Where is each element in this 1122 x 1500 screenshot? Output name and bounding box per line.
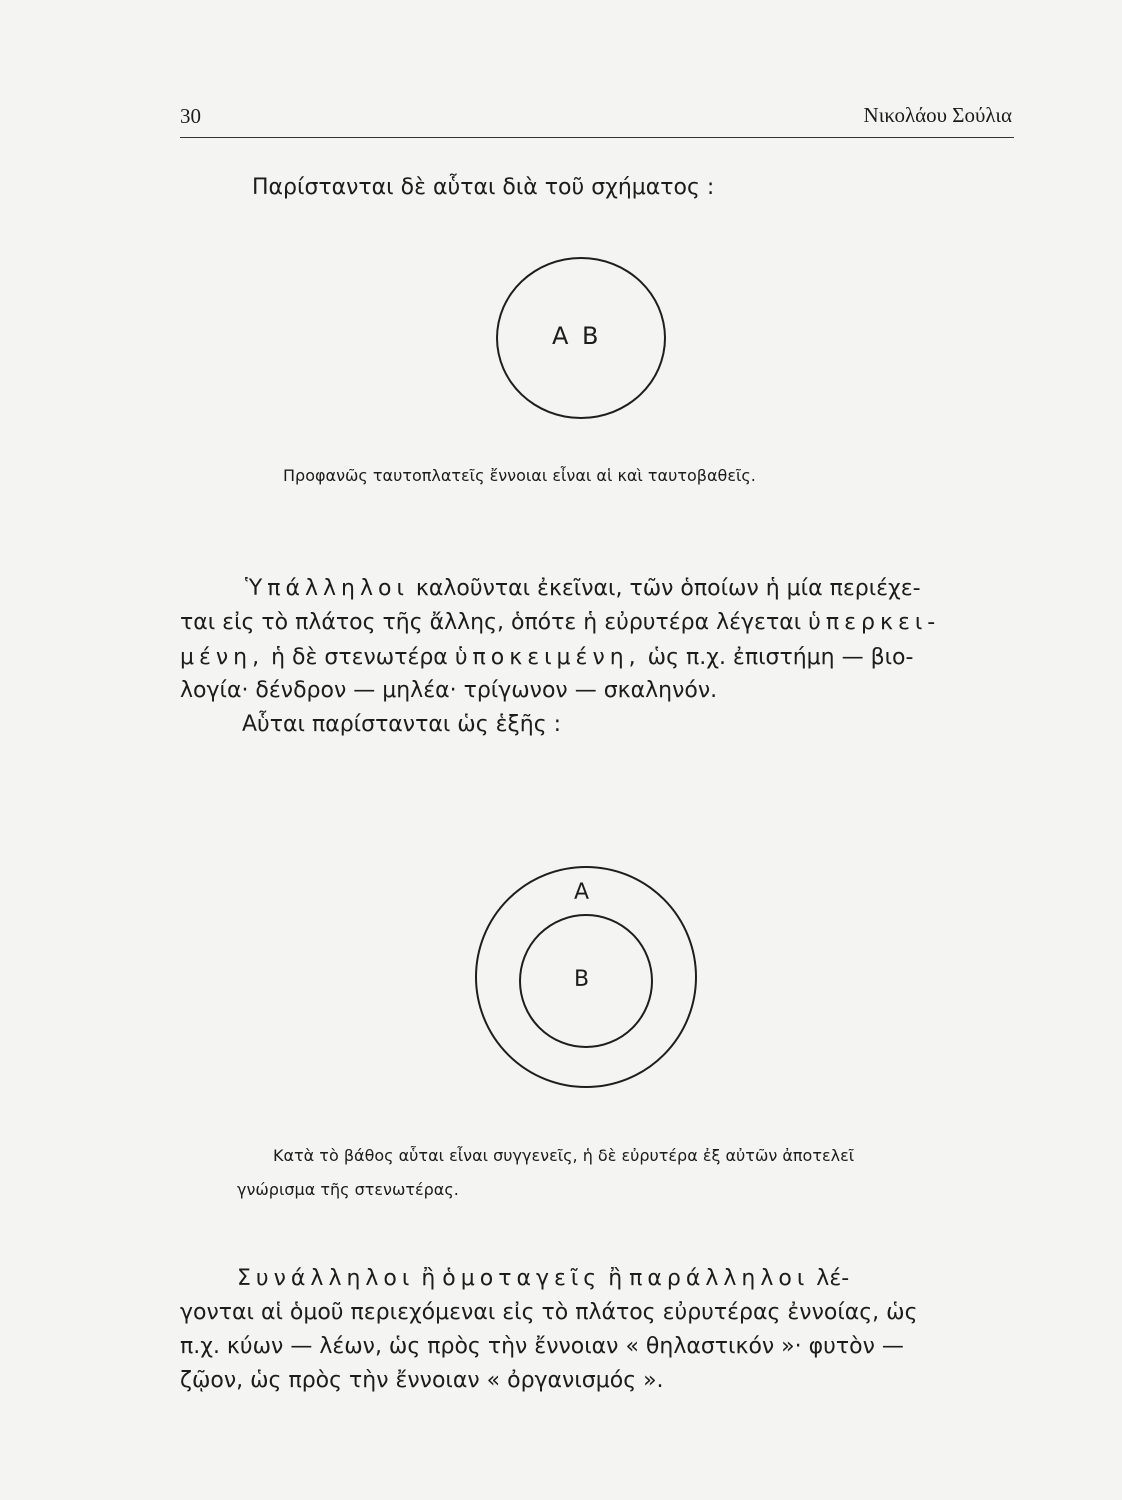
para2-line-3: π.χ. κύων — λέων, ὡς πρὸς τὴν ἔννοιαν « θηλαστικόν »· φυτὸν —	[180, 1334, 904, 1359]
para2-line-4: ζῷον, ὡς πρὸς τὴν ἔννοιαν « ὀργανισμός ».	[180, 1368, 664, 1393]
para2-line-1-rest: λέ-	[816, 1266, 850, 1291]
figure-2-caption-line-1: Κατὰ τὸ βάθος αὗται εἶναι συγγενεῖς, ἡ δὲ εὐρυτέρα ἐξ αὐτῶν ἀποτελεῖ	[273, 1146, 855, 1165]
para1-line-2	[180, 610, 940, 635]
para1-line-3	[180, 645, 913, 670]
label-b: Β	[574, 967, 590, 992]
para1-line-3-mid: ἡ δὲ στενωτέρα	[271, 645, 448, 670]
para1-line-2-pre: ται εἰς τὸ πλάτος τῆς ἄλλης, ὁπότε ἡ εὐρυτέρα λέγεται	[180, 610, 802, 635]
or-1: ἢ	[421, 1266, 436, 1291]
term-yperkeimeni: ὑπερκει-	[808, 610, 941, 635]
intro-line: Παρίστανται δὲ αὗται διὰ τοῦ σχήματος :	[252, 175, 715, 200]
term-ypokeimeni: ὑποκειμένη,	[454, 645, 641, 670]
page-number: 30	[180, 104, 201, 128]
para1-line-5: Αὗται παρίστανται ὡς ἑξῆς :	[242, 712, 562, 737]
para1-line-4: λογία· δένδρον — μηλέα· τρίγωνον — σκαληνόν.	[180, 678, 718, 703]
label-a: Α	[574, 880, 590, 905]
figure-1-caption: Προφανῶς ταυτοπλατεῖς ἔννοιαι εἶναι αἱ καὶ ταυτοβαθεῖς.	[283, 466, 756, 485]
figure-2-caption-line-2: γνώρισμα τῆς στενωτέρας.	[237, 1180, 459, 1199]
para1-line-3-rest: ὡς π.χ. ἐπιστήμη — βιο-	[647, 645, 914, 670]
header-rule	[180, 137, 1014, 138]
term-ypallhloi: Ὑπάλληλοι	[245, 576, 409, 601]
para1-line-1	[245, 576, 921, 601]
or-2: ἢ	[608, 1266, 623, 1291]
term-parallhloi: παράλληλοι	[629, 1266, 810, 1291]
term-yperkeimeni-end: μένη,	[180, 645, 265, 670]
running-title: Νικολάου Σούλια	[863, 103, 1012, 127]
term-omotageis: ὁμοταγεῖς	[442, 1266, 602, 1291]
label-ab: Α Β	[552, 322, 602, 350]
para2-line-2: γονται αἱ ὁμοῦ περιεχόμεναι εἰς τὸ πλάτος εὐρυτέρας ἐννοίας, ὡς	[180, 1300, 918, 1325]
para2-line-1	[237, 1266, 849, 1291]
term-synallhloi: Συνάλληλοι	[237, 1266, 415, 1291]
para1-line-1-rest: καλοῦνται ἐκεῖναι, τῶν ὁποίων ἡ μία περιέχε-	[415, 576, 921, 601]
